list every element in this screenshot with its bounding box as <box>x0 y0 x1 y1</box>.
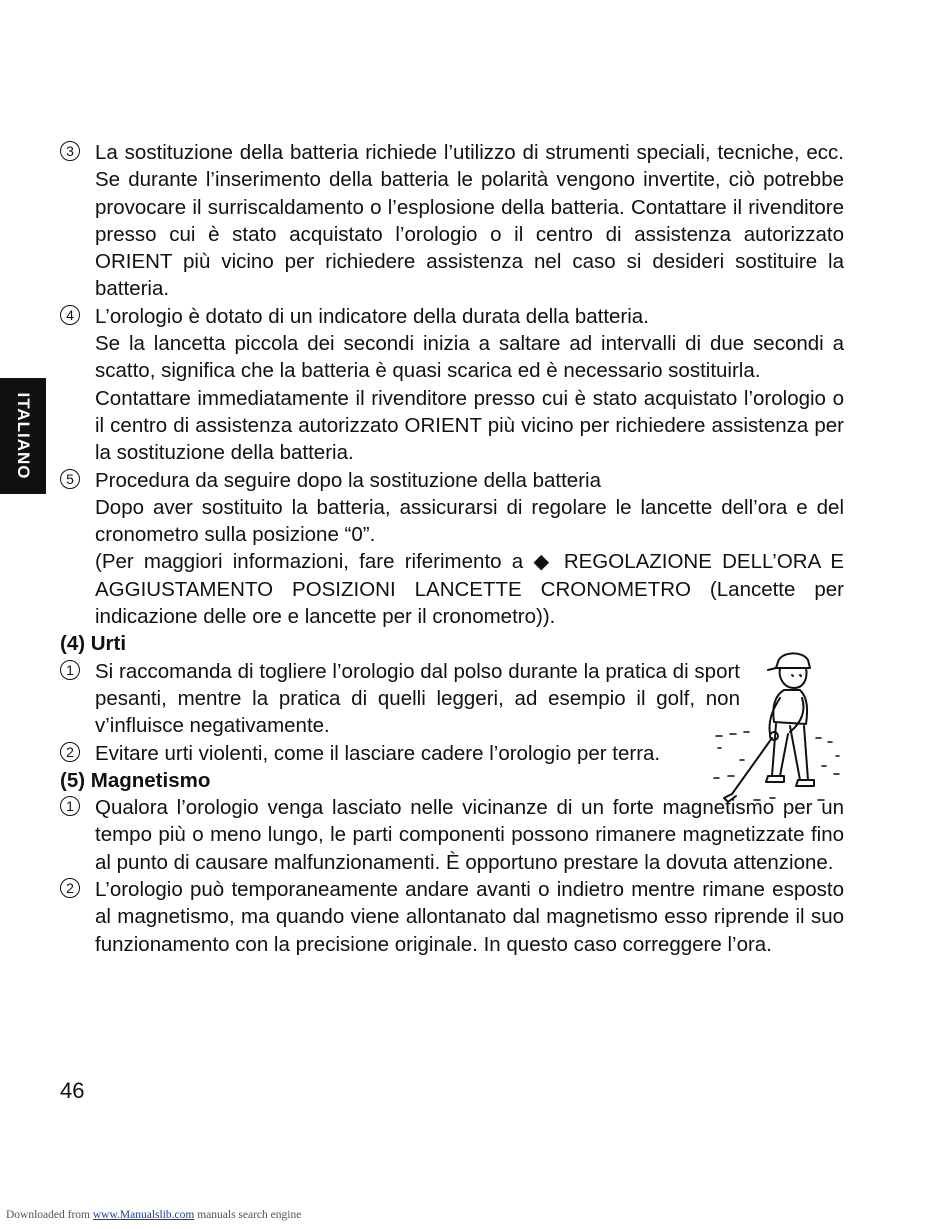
magnetismo-item-2-text: L’orologio può temporaneamente andare avanti o indietro mentre rimane esposto al magnetismo, ma quando viene allontanato dal magnetismo esso riprende il suo funzionamento con la precisione originale. In questo caso correggere l’ora. <box>95 878 844 956</box>
battery-item-4 <box>60 303 844 467</box>
urti-item-1-text: Si raccomanda di togliere l’orologio dal polso durante la pratica di sport pesanti, mentre la pratica di quelli leggeri, ad esempio il golf, non v’influisce negativamente. <box>95 659 740 738</box>
urti-item-2 <box>60 740 740 767</box>
battery-item-3-text: La sostituzione della batteria richiede l’utilizzo di strumenti speciali, tecniche, ecc. Se durante l’inserimento della batteria le polarità vengono invertite, ciò potrebbe provocare il surriscaldamento o l’esplosione della batteria. Contattare il rivenditore presso cui è stato acquistato l’orologio o il centro di assistenza autorizzato ORIENT più vicino per richiedere assistenza nel caso si desideri sostituire la batteria. <box>95 141 844 301</box>
footer-suffix: manuals search engine <box>197 1209 302 1221</box>
battery-item-5 <box>60 467 844 631</box>
urti-item-1 <box>60 658 740 740</box>
footer-prefix: Downloaded from <box>6 1209 90 1221</box>
magnetismo-item-1-text: Qualora l’orologio venga lasciato nelle vicinanze di un forte magnetismo per un tempo più o meno lungo, le parti componenti possono rimanere magnetizzate fino al punto di causare malfunzionamenti. È opportuno prestare la dovuta attenzione. <box>95 796 844 874</box>
golfer-illustration <box>710 648 845 808</box>
section-heading-magnetismo: (5) Magnetismo <box>60 768 211 792</box>
circled-number-5: 5 <box>60 469 80 489</box>
circled-number-2: 2 <box>60 878 80 898</box>
circled-number-1: 1 <box>60 796 80 816</box>
battery-item-4-line-1: L’orologio è dotato di un indicatore della durata della batteria. <box>95 304 649 328</box>
golfer-torso <box>773 690 807 724</box>
battery-item-5-line-2: Dopo aver sostituito la batteria, assicurarsi di regolare le lancette dell’ora e del cronometro sulla posizione “0”. <box>95 495 844 547</box>
circled-number-2: 2 <box>60 742 80 762</box>
circled-number-3: 3 <box>60 141 80 161</box>
urti-item-2-text: Evitare urti violenti, come il lasciare cadere l’orologio per terra. <box>95 741 661 765</box>
golfer-cap <box>776 653 810 668</box>
language-label: ITALIANO <box>14 392 33 480</box>
golfer-head <box>780 668 807 688</box>
circled-number-1: 1 <box>60 660 80 680</box>
golf-club <box>732 738 772 794</box>
circled-number-4: 4 <box>60 305 80 325</box>
battery-item-5-line-3: (Per maggiori informazioni, fare riferimento a ◆ REGOLAZIONE DELL’ORA E AGGIUSTAMENTO POSIZIONI LANCETTE CRONOMETRO (Lancette per indicazione delle ore e lancette per il cronometro)). <box>95 550 844 629</box>
battery-item-4-line-3: Contattare immediatamente il rivenditore presso cui è stato acquistato l’orologio o il centro di assistenza autorizzato ORIENT più vicino per richiedere assistenza per la sostituzione della batteria. <box>95 386 844 465</box>
language-side-tab <box>0 378 46 494</box>
battery-item-4-line-2: Se la lancetta piccola dei secondi inizia a saltare ad intervalli di due secondi a scatto, significa che la batteria è quasi scarica ed è necessario sostituirla. <box>95 332 844 383</box>
battery-item-3 <box>60 139 844 303</box>
download-footer <box>6 1209 301 1221</box>
manualslib-link[interactable]: www.Manualslib.com <box>92 1209 195 1221</box>
page-number: 46 <box>60 1078 85 1103</box>
manual-content <box>60 139 844 958</box>
magnetismo-item-2 <box>60 876 844 958</box>
section-heading-urti: (4) Urti <box>60 632 127 656</box>
battery-item-5-line-1: Procedura da seguire dopo la sostituzione della batteria <box>95 468 601 492</box>
